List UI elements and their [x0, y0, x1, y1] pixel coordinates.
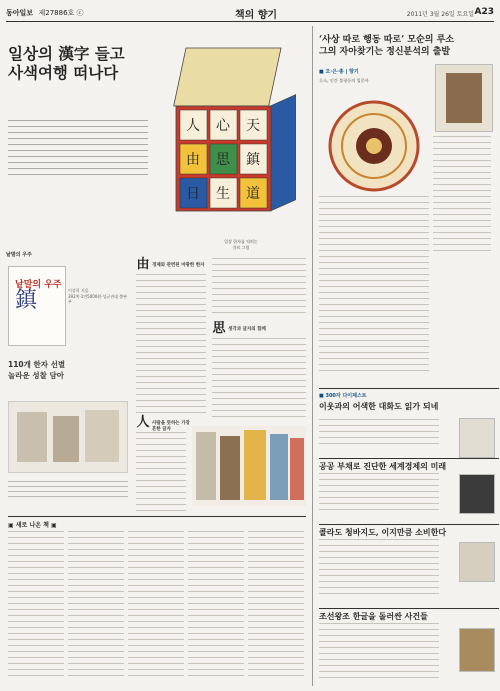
- cube-caption: [181, 239, 301, 250]
- feature-badge: ■ 오·은·총 | 향기: [319, 69, 359, 75]
- debt-book-cover: [459, 474, 495, 514]
- cube-caption-line-2: 큐브 그림: [232, 244, 250, 250]
- svg-text:道: 道: [246, 186, 260, 202]
- digest-title: 이웃과의 어색한 대화도 읽가 되네: [319, 401, 439, 411]
- hangul-title: 조선왕조 한글을 돌러싼 사건들: [319, 611, 428, 621]
- hangul-body: [319, 623, 439, 681]
- debt-body: [319, 473, 439, 515]
- pull-quote: [8, 360, 68, 381]
- bookshelf-photo: [192, 426, 306, 506]
- svg-text:鎮: 鎮: [15, 288, 38, 313]
- mandala-illustration: [319, 94, 429, 194]
- cube-caption-line-1: 일상 한자를 익히는: [224, 239, 258, 244]
- article-body-col-3b: [212, 338, 306, 422]
- bookstore-photo: [8, 401, 128, 473]
- section-title: 책의 향기: [234, 10, 278, 21]
- subhead-char-3: 人: [136, 415, 150, 430]
- new-books-col-3: [128, 531, 184, 681]
- svg-text:天: 天: [246, 118, 260, 134]
- svg-text:鎮: 鎮: [246, 152, 260, 168]
- new-books-title: ▣ 새로 나온 책 ▣: [8, 522, 57, 529]
- rousseau-credit: 루소, 인간 불평등의 입문자: [319, 78, 369, 83]
- new-books-col-4: [188, 531, 244, 681]
- book-cover-image: [8, 266, 66, 346]
- book-meta: 392쪽·1만5000원·성균관대 출판부: [68, 293, 127, 304]
- cola-body: [319, 539, 439, 595]
- subhead-char-1: 由: [136, 257, 150, 272]
- debt-title: 공공 부채로 진단한 세계경제의 미래: [319, 461, 447, 471]
- article-body-col-2: [136, 274, 206, 414]
- book-label: 낱말의 우주: [6, 252, 32, 258]
- svg-text:生: 生: [216, 186, 230, 202]
- new-books-col-5: [248, 531, 304, 681]
- headline-line-1: 일상의 漢字 들고: [8, 44, 125, 63]
- article-body-col-2b: [136, 432, 186, 512]
- subhead-2: 생각과 글자의 함께: [228, 327, 266, 332]
- subhead-1: 경제와 관련된 마땅한 한자: [152, 263, 205, 268]
- page-header: [6, 6, 494, 22]
- cola-title: 콜라도 청바지도, 이지만큼 소비한다: [319, 527, 447, 537]
- digest-book-cover: [459, 418, 495, 458]
- new-books-col-2: [68, 531, 124, 681]
- rousseau-headline: [319, 34, 499, 58]
- newspaper-masthead: [6, 8, 84, 18]
- right-column: [312, 26, 494, 686]
- page-number: A23: [474, 7, 494, 17]
- photo-caption: [8, 481, 128, 499]
- rousseau-body-left: [319, 196, 429, 376]
- new-books-section: [8, 516, 306, 686]
- cover-title: 낱말의 우주: [15, 280, 62, 290]
- lead-headline: [8, 44, 148, 82]
- lead-intro-text: [8, 120, 158, 180]
- rousseau-headline-line-1: ‘사상 따로 행동 따로’ 모순의 루소: [319, 35, 454, 45]
- lead-article: [6, 26, 306, 686]
- digest-body: [319, 419, 439, 447]
- rousseau-book-cover: [435, 64, 493, 132]
- article-body-col-3: [212, 258, 306, 318]
- rousseau-body-right: [433, 136, 491, 256]
- svg-text:思: 思: [216, 152, 230, 168]
- masthead-name: 동아일보: [6, 9, 34, 17]
- hangul-book-cover: [459, 628, 495, 672]
- rousseau-headline-line-2: 그의 자아찾기는 정신분석의 출발: [319, 47, 451, 57]
- pull-quote-line-2: 놀라운 성찰 담아: [8, 370, 64, 380]
- hanja-cube-image: [166, 28, 296, 218]
- svg-text:日: 日: [186, 186, 200, 202]
- pull-quote-line-1: 110개 한자 선별: [8, 360, 66, 369]
- subhead-char-2: 思: [212, 321, 226, 336]
- subhead-3: 사람을 뜻하는 가장 흔한 글자: [152, 421, 190, 432]
- svg-text:心: 心: [216, 118, 230, 134]
- book-author: 이상희 지음: [68, 288, 89, 293]
- svg-text:人: 人: [186, 118, 200, 134]
- new-books-col-1: [8, 531, 64, 681]
- issue-number: 제27886호 ⓒ: [38, 9, 84, 17]
- book-info: [68, 288, 128, 305]
- headline-line-2: 사색여행 떠나다: [8, 63, 119, 82]
- svg-text:由: 由: [186, 152, 200, 168]
- cola-book-cover: [459, 542, 495, 582]
- dateline: 2011년 3월 26일 토요일: [406, 11, 474, 18]
- digest-tag: ■ 300자 다이제스트: [319, 393, 367, 399]
